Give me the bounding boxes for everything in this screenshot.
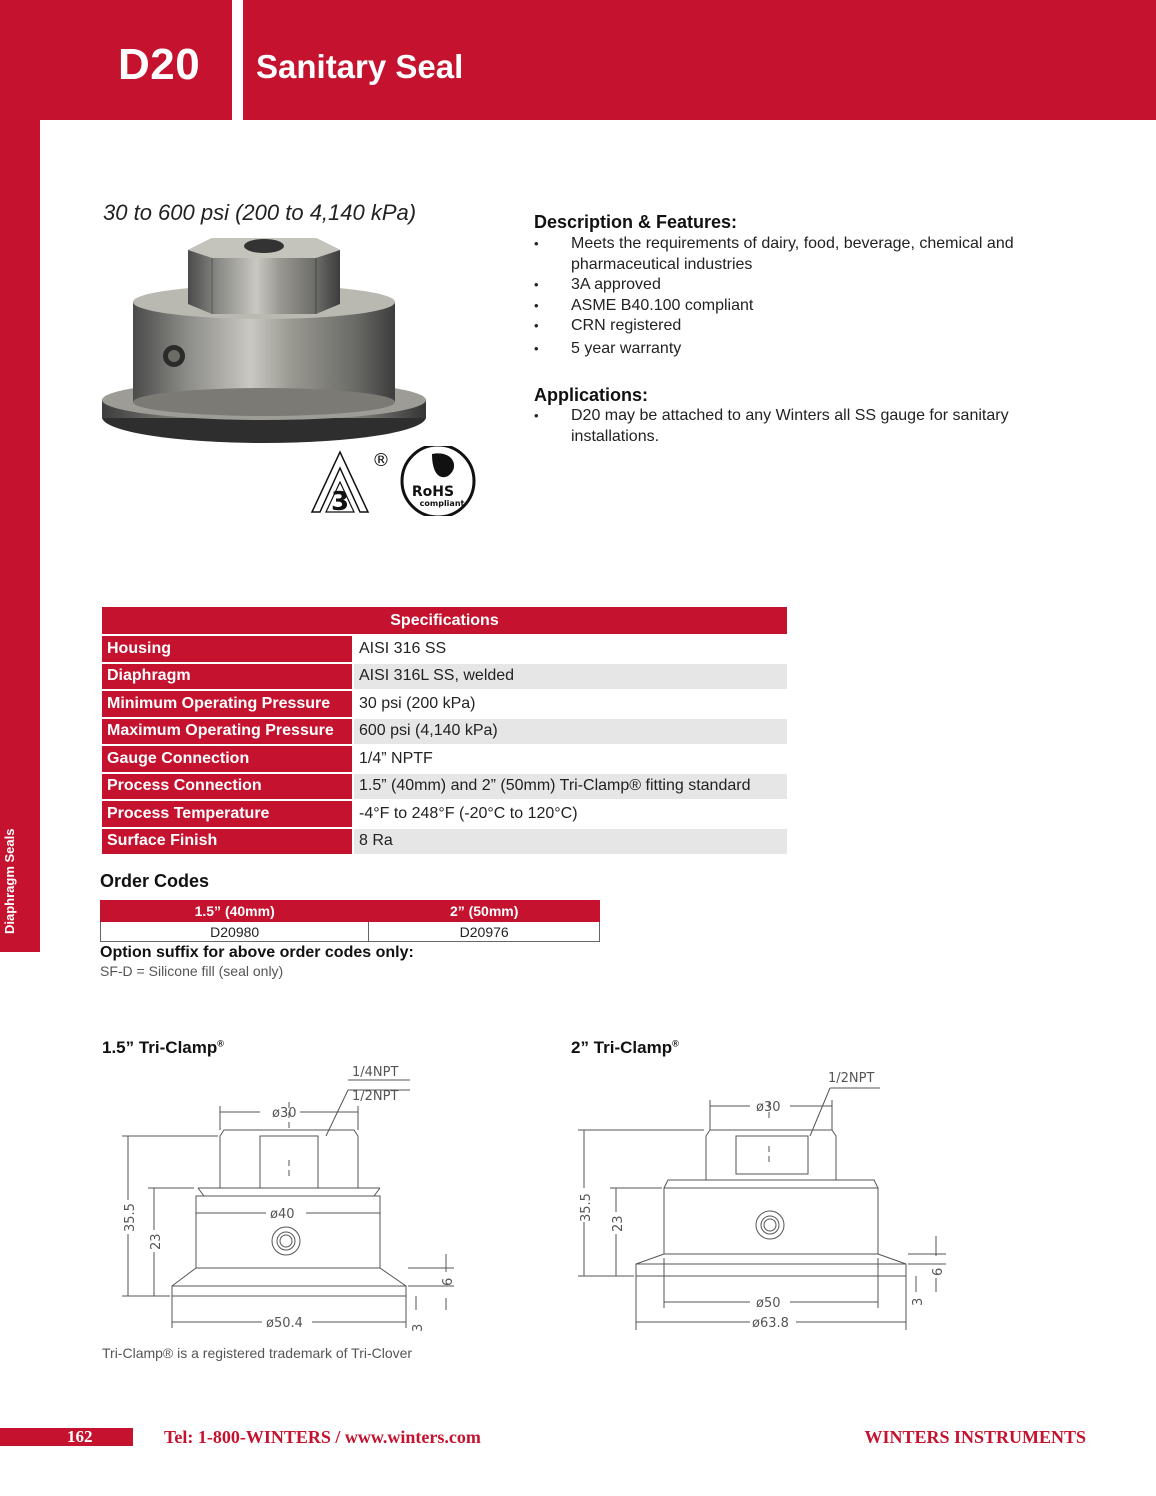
table-row [102,663,787,691]
description-heading: Description & Features: [534,212,738,232]
table-row [102,718,787,746]
header-band [40,0,1156,120]
side-tab [0,120,40,952]
three-a-registered: ® [372,450,390,471]
feature-item: • CRN registered [534,316,1094,337]
order-codes-table [100,900,600,942]
page-title: Sanitary Seal [256,48,464,85]
dim-total-height: 35.5 [579,1193,594,1222]
table-row [102,828,787,856]
dim-top-diameter: ø30 [756,1100,781,1115]
header-left-strip [0,0,40,120]
dim-npt: 1/2NPT [828,1071,875,1086]
specifications-heading: Specifications [102,607,787,635]
three-a-logo [308,446,398,516]
description-section [534,212,1094,359]
spec-label: Diaphragm [102,663,353,691]
model-number: D20 [118,40,201,89]
spec-label: Minimum Operating Pressure [102,690,353,718]
table-row [102,690,787,718]
dim-top-diameter: ø30 [272,1106,297,1121]
footer-contact: Tel: 1-800-WINTERS / www.winters.com [164,1427,481,1447]
pressure-range: 30 to 600 psi (200 to 4,140 kPa) [103,200,417,225]
spec-value: 600 psi (4,140 kPa) [353,718,787,746]
spec-label: Maximum Operating Pressure [102,718,353,746]
dim-mid-diameter: ø50 [756,1296,781,1311]
order-code: D20976 [369,922,600,942]
dim-mid-diameter: ø40 [270,1207,295,1222]
order-code: D20980 [101,922,369,942]
specifications-table [102,607,787,856]
table-row [101,922,600,942]
spec-label: Process Connection [102,773,353,801]
footer-brand: WINTERS INSTRUMENTS [864,1427,1086,1447]
applications-heading: Applications: [534,385,649,405]
drawing-title-right: 2” Tri-Clamp® [571,1038,679,1057]
spec-label: Surface Finish [102,828,353,856]
page-number: 162 [67,1427,93,1446]
dim-npt-2: 1/2NPT [352,1089,399,1104]
order-code-column: 1.5” (40mm) [101,901,369,922]
dim-npt-1: 1/4NPT [352,1065,399,1080]
product-image [100,232,430,447]
drawing-right [570,1060,950,1335]
spec-value: AISI 316 SS [353,635,787,663]
rohs-text: RoHS [411,484,455,500]
drawing-left [100,1060,480,1335]
dim-body-height: 23 [149,1233,164,1250]
spec-value: 1.5” (40mm) and 2” (50mm) Tri-Clamp® fitting standard [353,773,787,801]
spec-value: AISI 316L SS, welded [353,663,787,691]
order-code-column: 2” (50mm) [369,901,600,922]
dim-body-height: 23 [611,1215,626,1232]
dim-lip-height: 3 [411,1323,426,1332]
rohs-compliant: compliant [419,499,465,508]
side-tab-label: Diaphragm Seals [2,828,17,934]
spec-value: 8 Ra [353,828,787,856]
spec-value: 30 psi (200 kPa) [353,690,787,718]
svg-text:3: 3 [330,487,350,516]
option-suffix-heading: Option suffix for above order codes only: [100,944,414,961]
dim-lip-height: 3 [911,1297,926,1306]
feature-item: • Meets the requirements of dairy, food, beverage, chemical and pharmaceutical industries [534,234,1094,275]
rohs-logo [398,446,480,516]
dim-bottom-diameter: ø63.8 [752,1316,789,1331]
dim-flange-height: 6 [441,1277,456,1286]
spec-label: Gauge Connection [102,745,353,773]
drawing-title-left: 1.5” Tri-Clamp® [102,1038,224,1057]
spec-value: 1/4” NPTF [353,745,787,773]
trademark-note: Tri-Clamp® is a registered trademark of Tri-Clover [102,1345,413,1361]
table-row [102,745,787,773]
dim-bottom-diameter: ø50.4 [266,1316,303,1331]
option-suffix-text: SF-D = Silicone fill (seal only) [100,963,284,979]
applications-section [534,385,1094,447]
spec-label: Process Temperature [102,800,353,828]
spec-label: Housing [102,635,353,663]
feature-item: • 5 year warranty [534,339,1094,360]
dim-flange-height: 6 [931,1267,946,1276]
table-row [102,800,787,828]
header-divider [232,0,243,120]
table-row [102,635,787,663]
order-codes-heading: Order Codes [100,871,210,891]
table-row [102,773,787,801]
feature-item: • ASME B40.100 compliant [534,296,1094,317]
application-item: • D20 may be attached to any Winters all SS gauge for sanitary installations. [534,406,1094,447]
dim-total-height: 35.5 [123,1203,138,1232]
feature-item: • 3A approved [534,275,1094,296]
spec-value: -4°F to 248°F (-20°C to 120°C) [353,800,787,828]
